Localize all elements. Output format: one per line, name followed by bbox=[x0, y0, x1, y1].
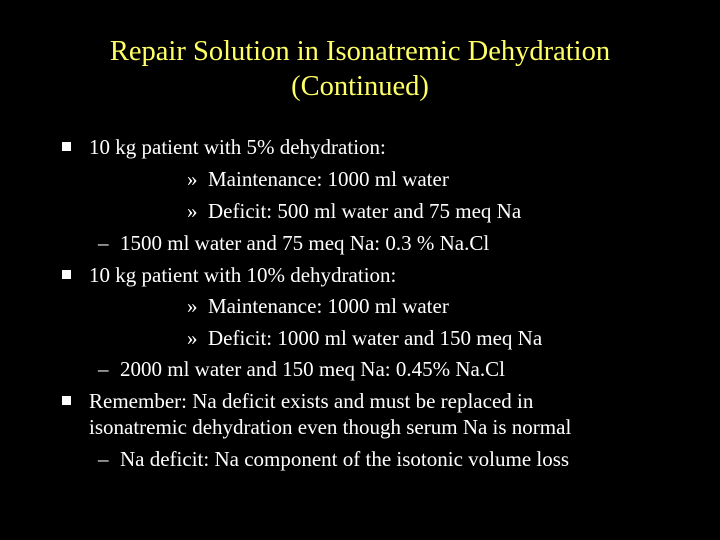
title-line-1: Repair Solution in Isonatremic Dehydration bbox=[109, 36, 611, 67]
bullet-square-icon bbox=[62, 396, 71, 405]
dash-marker: – bbox=[98, 357, 109, 381]
bullet-2-maintenance: Maintenance: 1000 ml water bbox=[208, 294, 449, 318]
sub-bullet-marker: » bbox=[187, 199, 198, 223]
bullet-2-text: 10 kg patient with 10% dehydration: bbox=[89, 263, 397, 287]
sub-bullet-marker: » bbox=[187, 167, 198, 191]
title-line-2: (Continued) bbox=[291, 71, 429, 102]
bullet-3-text-line-2: isonatremic dehydration even though serum Na is normal bbox=[89, 415, 572, 439]
dash-marker: – bbox=[98, 447, 109, 471]
bullet-1-result: 1500 ml water and 75 meq Na: 0.3 % Na.Cl bbox=[120, 231, 490, 255]
bullet-3-result: Na deficit: Na component of the isotonic volume loss bbox=[120, 447, 570, 471]
bullet-square-icon bbox=[62, 142, 71, 151]
bullet-2-deficit: Deficit: 1000 ml water and 150 meq Na bbox=[208, 326, 543, 350]
bullet-1-deficit: Deficit: 500 ml water and 75 meq Na bbox=[208, 199, 522, 223]
bullet-3-text-line-1: Remember: Na deficit exists and must be replaced in bbox=[89, 389, 534, 413]
slide-title bbox=[0, 34, 720, 104]
bullet-square-icon bbox=[62, 270, 71, 279]
dash-marker: – bbox=[98, 231, 109, 255]
sub-bullet-marker: » bbox=[187, 326, 198, 350]
sub-bullet-marker: » bbox=[187, 294, 198, 318]
bullet-1-text: 10 kg patient with 5% dehydration: bbox=[89, 135, 386, 159]
bullet-1-maintenance: Maintenance: 1000 ml water bbox=[208, 167, 449, 191]
bullet-2-result: 2000 ml water and 150 meq Na: 0.45% Na.Cl bbox=[120, 357, 505, 381]
